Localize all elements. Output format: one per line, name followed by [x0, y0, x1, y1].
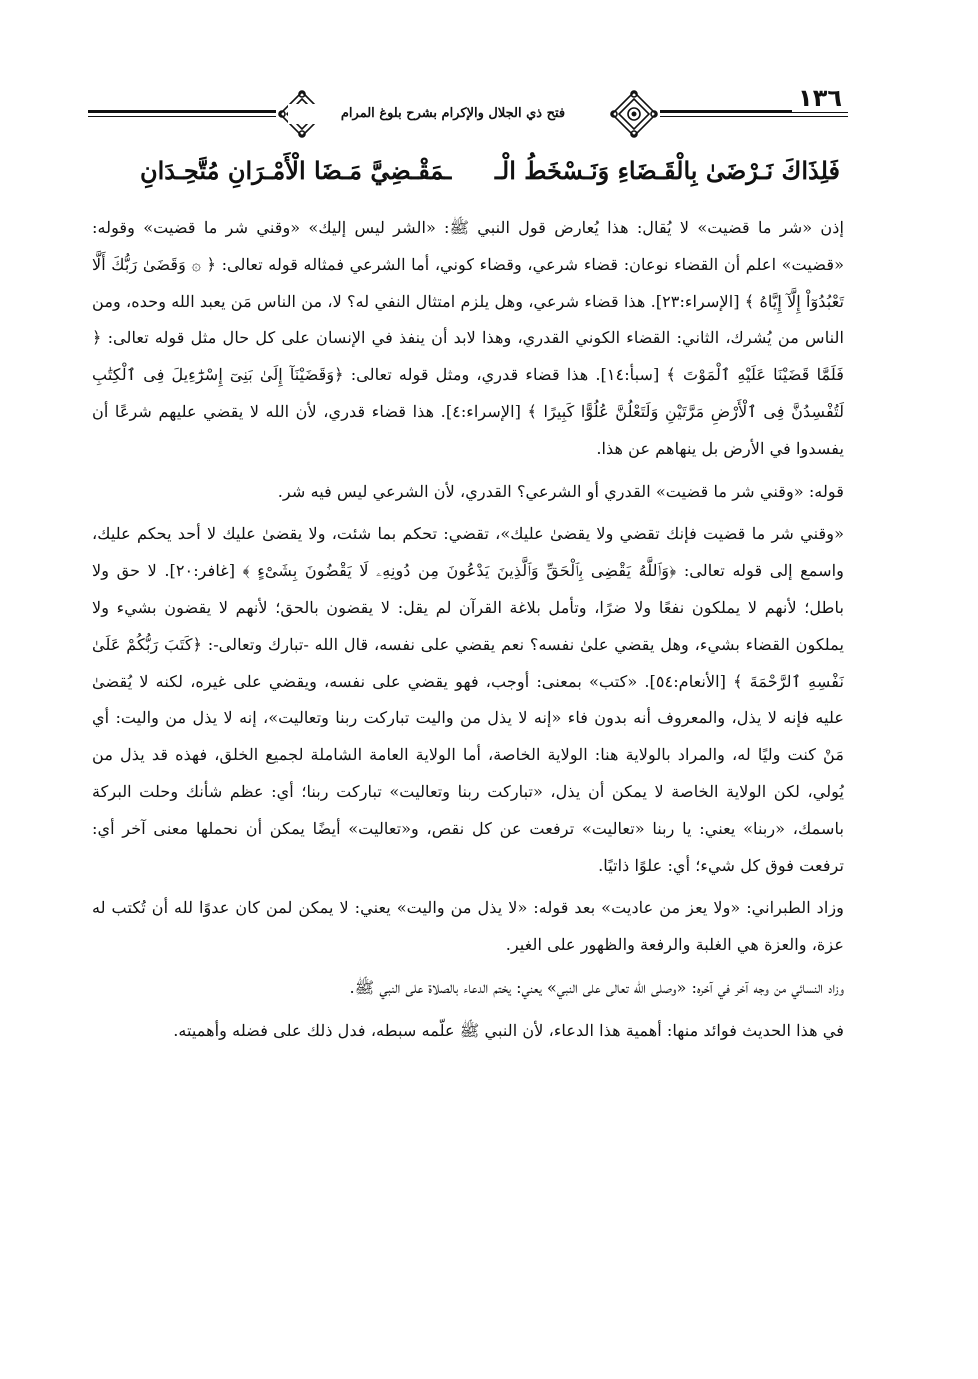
verse-hemistich-right: فَلِذَاكَ نَـرْضَىٰ بِالْقَـضَاءِ وَنَـسْخَطُ الْـ [494, 156, 840, 185]
paragraph-3: «وقني شر ما قضيت فإنك تقضي ولا يقضىٰ عليك»، تقضي: تحكم بما شئت، ولا يقضىٰ عليك لا أحد يحكم عليك، واسمع إلى قوله تعالى: ﴿وَٱللَّهُ يَقْضِى بِٱلْحَقِّ وَٱلَّذِينَ يَدْعُونَ مِن دُونِهِۦ لَا يَقْضُونَ بِشَىْءٍ ﴾ [غافر:٢٠]. لا حق ولا باطل؛ لأنهم لا يملكون نفعًا ولا ضرًا، وتأمل بلاغة القرآن لم يقل: لا يقضون بالحق؛ لأنهم لا يقضون بشيء ولا يملكون القضاء بشيء، وهل يقضي علىٰ نفسه؟ نعم يقضي على نفسه، قال الله -تبارك وتعالى-: ﴿كَتَبَ رَبُّكُمْ عَلَىٰ نَفْسِهِ ٱلرَّحْمَةَ ﴾ [الأنعام:٥٤]. «كتب» بمعنى: أوجب، فهو يقضي على نفسه، ويقضي على غيره، لكنه لا يُقضىٰ عليه فإنه لا يذل، والمعروف أنه بدون فاء «إنه لا يذل من واليت تباركت ربنا وتعاليت»، إنه لا يذل من واليت: أي مَنْ كنت وليًا له، والمراد بالولاية هنا: الولاية الخاصة، أما الولاية العامة الشاملة لجميع الخلق، فهذه قد يذل من يُولي، لكن الولاية الخاصة لا يمكن أن يذل، «تباركت ربنا وتعاليت» تباركت ربنا؛ أي: عظم شأنك وحلت البركة باسمك، «ربنا» يعني: يا ربنا «تعاليت» ترفعت عن كل نقص، و«تعاليت» أيضًا يمكن أن نحملها معنى آخر أي: ترفعت فوق كل شيء؛ أي: علوًا ذاتيًا. [92, 524, 844, 875]
paragraph-6: في هذا الحديث فوائد منها: أهمية هذا الدعاء، لأن النبي ﷺ علّمه سبطه، فدل ذلك على فضله وأهميته. [173, 1020, 844, 1040]
right-ornament-icon [608, 88, 660, 140]
poetry-verse [140, 152, 840, 196]
page-number: ١٣٦ [792, 84, 848, 112]
verse-hemistich-left: ـمَقْـضِيَّ مَـضَا الْأَمْـرَانِ مُتَّحِـدَانِ [140, 156, 452, 185]
body-text [92, 210, 844, 1050]
paragraph-4: وزاد الطبراني: «ولا يعز من عاديت» بعد قوله: «لا يذل من واليت» يعني: لا يمكن لمن كان عدوًا لله أن تُكتب له عزة، والعزة هي الغلبة والرفعة والظهور على الغير. [92, 898, 844, 955]
book-title: فتح ذي الجلال والإكرام بشرح بلوغ المرام [288, 104, 618, 124]
page-header [88, 84, 848, 138]
paragraph-1: إذن «شر ما قضيت» لا يُقال: هذا يُعارض قول النبي ﷺ: «الشر ليس إليك» «وقني شر ما قضيت» وقوله: «قضيت» اعلم أن القضاء نوعان: قضاء شرعي، وقضاء كوني، أما الشرعي فمثاله قوله تعالى: ﴿ ۞ وَقَضَىٰ رَبُّكَ أَلَّا تَعْبُدُوٓاْ إِلَّآ إِيَّاهُ ﴾ [الإسراء:٢٣]. هذا قضاء شرعي، وهل يلزم امتثال النفي له؟ لا، من الناس مَن يعبد الله وحده، ومن الناس من يُشرك، الثاني: القضاء الكوني القدري، وهذا لابد أن ينفذ في الإنسان على كل حال مثل قوله تعالى: ﴿ فَلَمَّا قَضَيْنَا عَلَيْهِ ٱلْمَوْتَ ﴾ [سبأ:١٤]. هذا قضاء قدري، ومثل قوله تعالى: ﴿وَقَضَيْنَآ إِلَىٰ بَنِىٓ إِسْرَٰٓءِيلَ فِى ٱلْكِتَٰبِ لَتُفْسِدُنَّ فِى ٱلْأَرْضِ مَرَّتَيْنِ وَلَتَعْلُنَّ عُلُوًّا كَبِيرًا ﴾ [الإسراء:٤]. هذا قضاء قدري، لأن الله لا يقضي عليهم شرعًا أن يفسدوا في الأرض بل ينهاهم عن هذا. [92, 218, 845, 458]
paragraph-5: وزاد النسائي من وجه آخر في آخره: «وصلى الله تعالى على النبي» يعني: يختم الدعاء بالصلاة على النبي ﷺ. [349, 977, 844, 997]
paragraph-2: قوله: «وقني شر ما قضيت» القدري أو الشرعي؟ القدري، لأن الشرعي ليس فيه شر. [277, 481, 844, 501]
